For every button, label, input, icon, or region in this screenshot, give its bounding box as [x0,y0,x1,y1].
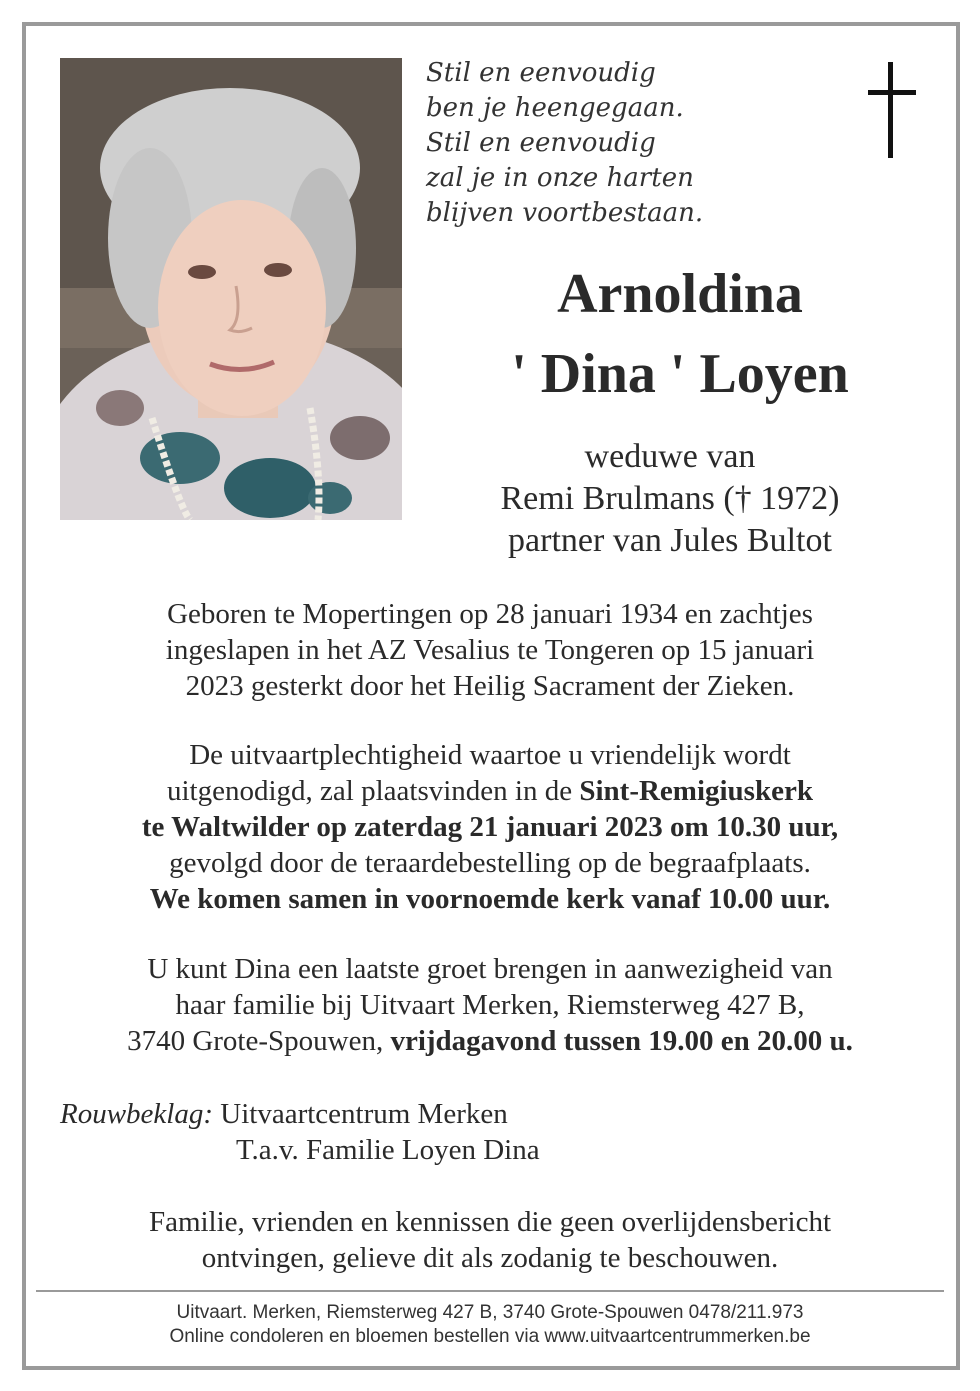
ceremony-paragraph [40,737,940,917]
notice-line: ontvingen, gelieve dit als zodanig te beschouwen. [201,1242,779,1274]
church-name: Sint-Remigiuskerk [579,775,813,807]
condolence-attention: T.a.v. Familie Loyen Dina [236,1134,540,1166]
footer-address: Uitvaart. Merken, Riemsterweg 427 B, 3740 Grote-Spouwen 0478/211.973 [176,1302,804,1323]
visitation-time: vrijdagavond tussen 19.00 en 20.00 u. [390,1025,853,1057]
poem [426,56,826,231]
footer-website: Online condoleren en bloemen bestellen via www.uitvaartcentrummerken.be [169,1326,811,1347]
cross-icon [862,60,922,160]
poem-line: Stil en eenvoudig [426,58,656,88]
ceremony-line [40,773,940,809]
ceremony-datetime: te Waltwilder op zaterdag 21 januari 2023 om 10.30 uur, [141,811,839,843]
relation-line: weduwe van [584,438,756,475]
birth-line: 2023 gesterkt door het Heilig Sacrament der Zieken. [185,670,795,702]
greeting-line: U kunt Dina een laatste groet brengen in aanwezigheid van [147,953,833,985]
poem-line: Stil en eenvoudig [426,128,656,158]
birth-line: Geboren te Mopertingen op 28 januari 1934 en zachtjes [167,598,813,630]
gathering-time: We komen samen in voornoemde kerk vanaf 10.00 uur. [149,883,831,915]
notice-paragraph [40,1204,940,1276]
birth-paragraph [40,596,940,704]
ceremony-line [40,809,940,845]
relation-line: Remi Brulmans († 1972) [500,480,840,517]
condolence-address [60,1096,920,1168]
footer-divider [36,1290,944,1292]
ceremony-line: gevolgd door de teraardebestelling op de begraafplaats. [169,847,811,879]
notice-line: Familie, vrienden en kennissen die geen overlijdensbericht [148,1206,832,1238]
relation-block [420,436,920,562]
deceased-nickname-surname: ' Dina ' Loyen [511,343,849,405]
condolence-row [60,1096,920,1132]
poem-line: ben je heengegaan. [426,93,684,123]
greeting-paragraph [40,951,940,1059]
greeting-line [40,1023,940,1059]
deceased-first-name: Arnoldina [557,263,803,325]
ceremony-text: uitgenodigd, zal plaatsvinden in de [167,775,580,807]
greeting-text: 3740 Grote-Spouwen, [127,1025,391,1057]
condolence-recipient: Uitvaartcentrum Merken [220,1098,508,1130]
greeting-line: haar familie bij Uitvaart Merken, Riemsterweg 427 B, [175,989,805,1021]
portrait-photo [60,58,402,520]
relation-line: partner van Jules Bultot [508,522,832,559]
poem-line: zal je in onze harten [426,163,694,193]
birth-line: ingeslapen in het AZ Vesalius te Tongeren op 15 januari [165,634,815,666]
ceremony-line: De uitvaartplechtigheid waartoe u vriendelijk wordt [189,739,791,771]
poem-line: blijven voortbestaan. [426,198,704,228]
condolence-label: Rouwbeklag: [60,1098,214,1130]
ceremony-line [40,881,940,917]
